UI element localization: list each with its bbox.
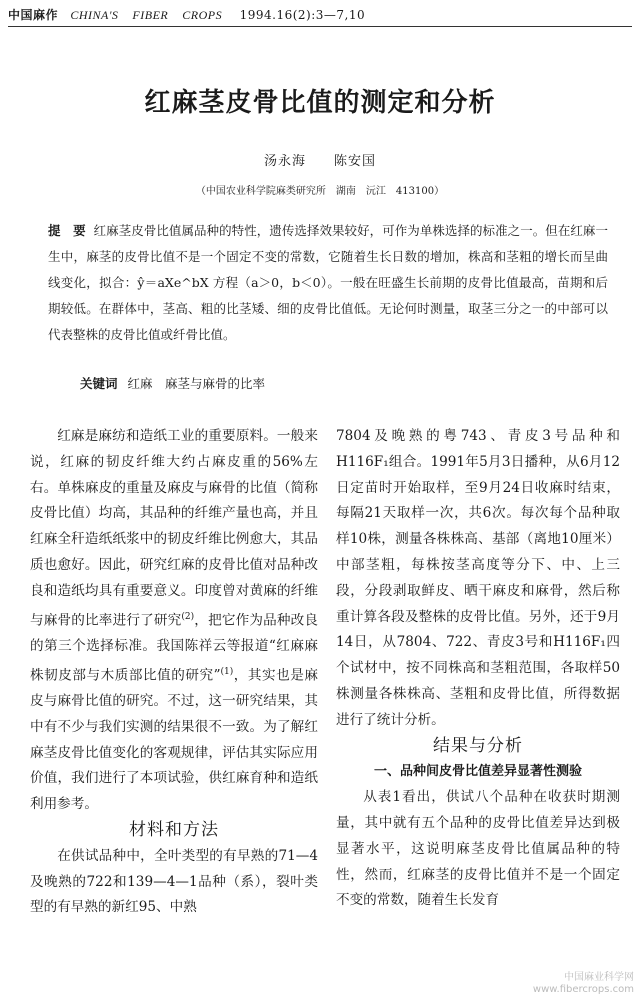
methods-continued: 7804及晚熟的粤743、青皮3号品种和H116F₁组合。1991年5月3日播种，从6月12日定苗时开始取样，至9月24日收麻时结束，每隔21天取样一次，共6次。每次每个品种取样10株，测量各株株高、基部（离地10厘米）中部茎粗，每株按茎高度等分下、中、上三段，分段剥取鲜皮、晒干麻皮和麻骨，然后称重计算各段及整株的皮骨比值。另外，还于9月14日，从7804、722、青皮3号和H116F₁四个试材中，按不同株高和茎粗范围，各取样50株测量各株株高、茎粗和皮骨比值，所得数据进行了统计分析。: [336, 428, 620, 728]
intro-text-3: ，其实也是麻皮与麻骨比值的研究。不过，这一研究结果，其中有不少与我们实测的结果很不一致。为了解红麻茎皮骨比值变化的客观规律，评估其实际应用价值，我们进行了本项试验，供红麻育种和造纸利用参考。: [30, 667, 319, 813]
left-column: [30, 424, 318, 921]
intro-text-2: ，把它作为品种改良的第三个选择标准。我国陈祥云等报道“红麻麻株韧皮部与木质部比值的研究”: [30, 612, 319, 684]
authors: 汤永海 陈安国: [263, 154, 376, 169]
citation: 1994.16(2):3—7,10: [239, 8, 366, 22]
right-column: [336, 424, 620, 914]
abstract: [48, 218, 608, 348]
citation-ref: (1): [220, 666, 234, 677]
keywords-text: 红麻 麻茎与麻骨的比率: [127, 376, 266, 391]
keywords: [80, 374, 600, 392]
section-heading-methods: 材料和方法: [129, 820, 219, 841]
running-header: [8, 6, 632, 28]
header-rule: [8, 26, 632, 27]
abstract-text: 红麻茎皮骨比值属品种的特性，遗传选择效果较好，可作为单株选择的标准之一。但在红麻一生中，麻茎的皮骨比值不是一个固定不变的常数，它随着生长日数的增加，株高和茎粗的增长而呈曲线变化，拟合：ŷ＝aXe^bX 方程（a＞0，b＜0）。一般在旺盛生长前期的皮骨比值最高，苗期和后期较低。在群体中，茎高、粗的比茎矮、细的皮骨比值低。无论何时测量，取茎三分之一的中部可以代表整株的皮骨比值或纤骨比值。: [48, 223, 608, 342]
keywords-label: 关键词: [80, 376, 118, 391]
journal-word: CHINA'S: [70, 8, 119, 22]
journal-name-cn: 中国麻作: [8, 8, 59, 22]
journal-word: FIBER: [132, 8, 169, 22]
intro-text-1: 红麻是麻纺和造纸工业的重要原料。一般来说，红麻的韧皮纤维大约占麻皮重的56%左右。单株麻皮的重量及麻皮与麻骨的比值（简称皮骨比值）均高，其品种的纤维产量也高，并且红麻全秆造纸纸浆中的韧皮纤维比例愈大，其品质也愈好。因此，研究红麻的皮骨比值对品种改良和造纸均具有重要意义。印度曾对黄麻的纤维与麻骨的比率进行了研究: [30, 428, 318, 629]
intro-paragraph: [30, 424, 318, 818]
citation-ref: (2): [181, 611, 195, 622]
subsection-heading: 一、品种间皮骨比值差异显著性测验: [373, 764, 582, 780]
results-paragraph: 从表1看出，供试八个品种在收获时期测量，其中就有五个品种的皮骨比值差异达到极显著水平，这说明麻茎皮骨比值属品种的特性，然而，红麻茎的皮骨比值并不是一个固定不变的常数，随着生长发育: [336, 789, 620, 909]
watermark: 中国麻业科学网 www.fibercrops.com: [532, 972, 634, 995]
methods-paragraph: 在供试品种中，全叶类型的有早熟的71—4及晚熟的722和139—4—1品种（系），裂叶类型的有早熟的新红95、中熟: [30, 847, 318, 916]
journal-word: CROPS: [182, 8, 223, 22]
section-heading-results: 结果与分析: [433, 735, 523, 756]
abstract-label: 提 要: [48, 223, 86, 238]
affiliation: （中国农业科学院麻类研究所 湖南 沅江 413100）: [195, 186, 445, 197]
paper-title: 红麻茎皮骨比值的测定和分析: [144, 88, 496, 118]
journal-name-en: [70, 8, 239, 22]
